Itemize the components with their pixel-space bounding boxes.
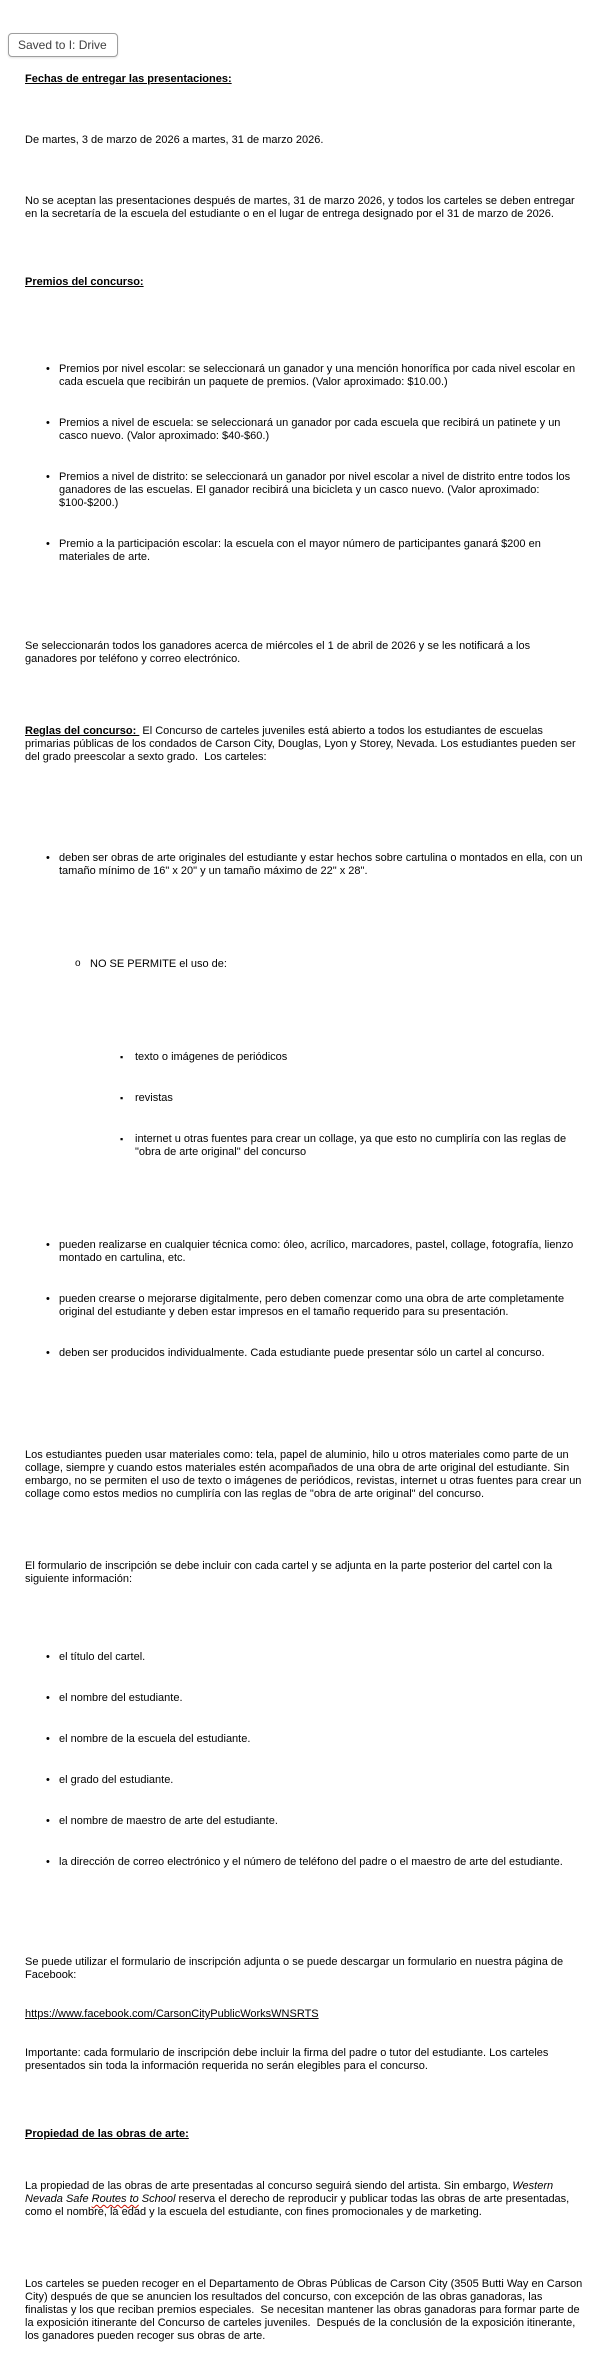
list-item: • pueden realizarse en cualquier técnica como: óleo, acrílico, marcadores, pastel, collage, fotografía, lienzo montado en cartulina, etc.: [25, 1239, 585, 1265]
list-item: • pueden crearse o mejorarse digitalmente, pero deben comenzar como una obra de arte completamente original del estudiante y deben estar impresos en el tamaño requerido para su presentación.: [25, 1293, 585, 1319]
list-item: • el nombre del estudiante.: [25, 1692, 585, 1705]
list-item: ▪ texto o imágenes de periódicos: [25, 1051, 585, 1064]
list-item: • el grado del estudiante.: [25, 1774, 585, 1787]
ownership-paragraph: [25, 2180, 585, 2219]
heading-propiedad: Propiedad de las obras de arte:: [25, 2128, 189, 2140]
list-item: • deben ser producidos individualmente. Cada estudiante puede presentar sólo un cartel al concurso.: [25, 1347, 585, 1360]
rules-intro-text: El Concurso de carteles juveniles está abierto a todos los estudiantes de escuelas primarias públicas de los condados de Carson City, Douglas, Lyon y Storey, Nevada. Los estudiantes pueden ser del grado preescolar a sexto grado. Los carteles:: [25, 725, 579, 763]
heading-premios: Premios del concurso:: [25, 276, 144, 288]
list-item: • el título del cartel.: [25, 1651, 585, 1664]
org-name-italic: Western Nevada Safe: [25, 2180, 557, 2205]
list-item: • Premios a nivel de escuela: se seleccionará un ganador por cada escuela que recibirá un patinete y un casco nuevo. (Valor aproximado: $40-$60.): [25, 417, 585, 443]
pickup-paragraph: Los carteles se pueden recoger en el Departamento de Obras Públicas de Carson City (3505 Butti Way en Carson City) después de que se anuncien los resultados del concurso, con excepción de las obras ganadoras, las finalistas y los que reciban premios especiales. Se necesitan mantener las obras ganadoras para formar parte de la exposición itinerante del Concurso de carteles juveniles. Después de la conclusión de la exposición itinerante, los ganadores pueden recoger sus obras de arte.: [25, 2278, 586, 2342]
list-item: ▪ internet u otras fuentes para crear un collage, ya que esto no cumpliría con las reglas de "obra de arte original" del concurso: [25, 1133, 585, 1159]
rules-list: [25, 826, 585, 906]
saved-to-drive-tooltip: Saved to I: Drive: [8, 33, 118, 57]
list-item: o NO SE PERMITE el uso de:: [25, 958, 585, 971]
deadline-paragraph: No se aceptan las presentaciones después de martes, 31 de marzo 2026, y todos los carteles se deben entregar en la secretaría de la escuela del estudiante o en el lugar de entrega designado por el 31 de marzo de 2026.: [25, 195, 578, 220]
materials-paragraph: Los estudiantes pueden usar materiales como: tela, papel de aluminio, hilo u otros materiales como parte de un collage, siempre y cuando estos materiales estén acompañados de una obra de arte original del estudiante. Sin embargo, no se permiten el uso de texto o imágenes de periódicos, revistas, internet u otras fuentes para crear un collage como estos medios no cumpliría con las reglas de "obra de arte original" del concurso.: [25, 1449, 585, 1500]
list-item: • Premios a nivel de distrito: se seleccionará un ganador por nivel escolar a nivel de distrito entre todos los ganadores de las escuelas. El ganador recibirá una bicicleta y un casco nuevo. (Valor aproximado: $100-$200.): [25, 471, 585, 510]
list-item: • deben ser obras de arte originales del estudiante y estar hechos sobre cartulina o montados en ella, con un tamaño mínimo de 16" x 20" y un tamaño máximo de 22" x 28".: [25, 852, 585, 878]
important-paragraph: Importante: cada formulario de inscripción debe incluir la firma del padre o tutor del estudiante. Los carteles presentados sin toda la información requerida no serán elegibles para el concurso.: [25, 2047, 552, 2072]
list-item: • la dirección de correo electrónico y el número de teléfono del padre o el maestro de arte del estudiante.: [25, 1856, 585, 1869]
spellcheck-squiggle-text: Routes to: [91, 2193, 139, 2205]
rules-list-continued: [25, 1213, 585, 1388]
rules-intro-paragraph: [25, 725, 585, 764]
list-item: • el nombre de maestro de arte del estudiante.: [25, 1815, 585, 1828]
prizes-list: [25, 337, 585, 592]
ownership-text-before: La propiedad de las obras de arte presentadas al concurso seguirá siendo del artista. Sin embargo,: [25, 2180, 513, 2192]
list-item: ▪ revistas: [25, 1092, 585, 1105]
facebook-paragraph: Se puede utilizar el formulario de inscripción adjunta o se puede descargar un formulario en nuestra página de Facebook:: [25, 1956, 567, 1981]
org-name-italic-end: School: [138, 2193, 176, 2205]
not-permitted-sublist: [25, 1025, 585, 1187]
heading-fechas: Fechas de entregar las presentaciones:: [25, 73, 232, 85]
list-item: • el nombre de la escuela del estudiante.: [25, 1733, 585, 1746]
entry-form-list: [25, 1625, 585, 1897]
facebook-link[interactable]: https://www.facebook.com/CarsonCityPublicWorksWNSRTS: [25, 2008, 319, 2020]
entry-form-paragraph: El formulario de inscripción se debe incluir con cada cartel y se adjunta en la parte posterior del cartel con la siguiente información:: [25, 1560, 556, 1585]
winners-paragraph: Se seleccionarán todos los ganadores acerca de miércoles el 1 de abril de 2026 y se les notificará a los ganadores por teléfono y correo electrónico.: [25, 640, 534, 665]
list-item: • Premios por nivel escolar: se seleccionará un ganador y una mención honorífica por cada nivel escolar en cada escuela que recibirán un paquete de premios. (Valor aproximado: $10.00.): [25, 363, 585, 389]
heading-reglas: Reglas del concurso:: [25, 725, 140, 737]
dates-range-paragraph: De martes, 3 de marzo de 2026 a martes, 31 de marzo 2026.: [25, 134, 324, 146]
list-item: • Premio a la participación escolar: la escuela con el mayor número de participantes ganará $200 en materiales de arte.: [25, 538, 585, 564]
not-permitted-list: [25, 932, 585, 999]
ownership-text-after: reserva el derecho de reproducir y publicar todas las obras de arte presentadas, como el nombre, la edad y la escuela del estudiante, con fines promocionales y de marketing.: [25, 2193, 573, 2218]
